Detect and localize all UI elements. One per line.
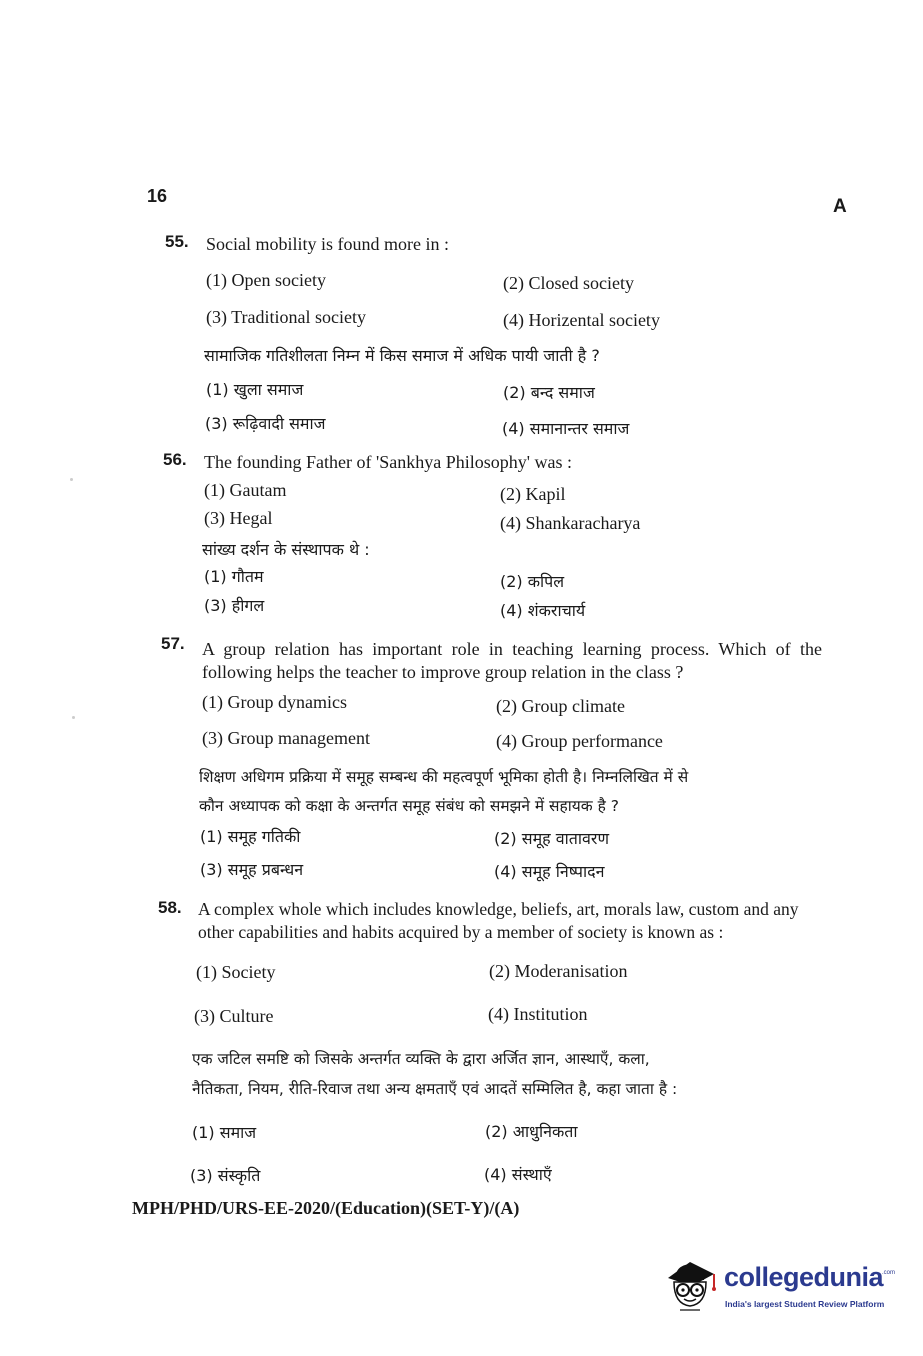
option-en-3: (3) Hegal <box>204 508 273 528</box>
question-text-en: Social mobility is found more in : <box>206 234 449 254</box>
option-en-4: (4) Horizental society <box>503 310 660 330</box>
question-text-hi: सांख्य दर्शन के संस्थापक थे : <box>202 540 370 559</box>
option-hi-4: (4) समूह निष्पादन <box>494 862 605 881</box>
option-hi-4: (4) शंकराचार्य <box>500 601 586 620</box>
option-en-1: (1) Group dynamics <box>202 692 347 712</box>
question-text-en-line: other capabilities and habits acquired by a member of society is known as : <box>198 922 724 942</box>
option-en-2: (2) Group climate <box>496 696 625 716</box>
option-en-3: (3) Traditional society <box>206 307 366 327</box>
option-en-3: (3) Group management <box>202 728 370 748</box>
question-text-hi <box>199 763 819 821</box>
option-en-4: (4) Group performance <box>496 731 663 751</box>
question-text-hi-line: शिक्षण अधिगम प्रक्रिया में समूह सम्बन्ध की महत्वपूर्ण भूमिका होती है। निम्नलिखित में से <box>199 768 689 786</box>
option-en-4: (4) Shankaracharya <box>500 513 641 533</box>
option-hi-2: (2) कपिल <box>500 572 565 591</box>
option-en-4: (4) Institution <box>488 1004 588 1024</box>
collegedunia-mascot-icon <box>662 1252 720 1327</box>
question-number: 55. <box>165 232 189 251</box>
option-hi-1: (1) समाज <box>192 1123 257 1142</box>
question-number: 58. <box>158 898 182 917</box>
question-number: 57. <box>161 634 185 653</box>
option-hi-3: (3) समूह प्रबन्धन <box>200 860 304 879</box>
option-en-2: (2) Moderanisation <box>489 961 628 981</box>
option-hi-4: (4) संस्थाएँ <box>484 1165 552 1184</box>
page-number: 16 <box>147 186 168 206</box>
question-text-hi: सामाजिक गतिशीलता निम्न में किस समाज में अधिक पायी जाती है ? <box>204 346 600 365</box>
option-hi-1: (1) खुला समाज <box>206 380 304 399</box>
option-en-2: (2) Kapil <box>500 484 566 504</box>
option-en-1: (1) Open society <box>206 270 326 290</box>
question-text-en: The founding Father of 'Sankhya Philosophy' was : <box>204 452 572 472</box>
question-text-hi-line: नैतिकता, नियम, रीति-रिवाज तथा अन्य क्षमताएँ एवं आदतें सम्मिलित है, कहा जाता है : <box>192 1080 678 1098</box>
option-hi-3: (3) हीगल <box>204 596 265 615</box>
option-hi-2: (2) समूह वातावरण <box>494 829 610 848</box>
question-text-hi-line: कौन अध्यापक को कक्षा के अन्तर्गत समूह संबंध को समझने में सहायक है ? <box>199 797 619 815</box>
question-text-en <box>198 898 818 944</box>
question-text-en-line: A complex whole which includes knowledge, beliefs, art, morals law, custom and any <box>198 899 799 919</box>
option-hi-2: (2) आधुनिकता <box>485 1122 578 1141</box>
question-text-en-line: following helps the teacher to improve group relation in the class ? <box>202 662 684 682</box>
option-en-3: (3) Culture <box>194 1006 274 1026</box>
option-hi-3: (3) रूढ़िवादी समाज <box>205 414 326 433</box>
option-en-1: (1) Gautam <box>204 480 287 500</box>
option-hi-4: (4) समानान्तर समाज <box>502 419 630 438</box>
set-letter: A <box>833 196 847 217</box>
collegedunia-logo <box>662 1248 896 1328</box>
scan-speck <box>70 478 73 481</box>
scan-speck <box>72 716 75 719</box>
option-hi-2: (2) बन्द समाज <box>503 383 595 402</box>
option-en-1: (1) Society <box>196 962 276 982</box>
question-text-en <box>202 638 822 684</box>
option-hi-3: (3) संस्कृति <box>190 1166 261 1185</box>
option-hi-1: (1) समूह गतिकी <box>200 827 301 846</box>
option-hi-1: (1) गौतम <box>204 567 264 586</box>
question-text-hi-line: एक जटिल समष्टि को जिसके अन्तर्गत व्यक्ति के द्वारा अर्जित ज्ञान, आस्थाएँ, कला, <box>192 1050 650 1068</box>
option-en-2: (2) Closed society <box>503 273 634 293</box>
logo-domain: .com <box>882 1270 896 1276</box>
logo-tagline: India's largest Student Review Platform <box>725 1299 885 1309</box>
question-text-hi <box>192 1044 814 1104</box>
question-text-en-line: A group relation has important role in teaching learning process. Which of the <box>202 639 822 659</box>
paper-code: MPH/PHD/URS-EE-2020/(Education)(SET-Y)/(A) <box>132 1198 520 1218</box>
question-number: 56. <box>163 450 187 469</box>
logo-name: collegedunia <box>724 1262 884 1292</box>
